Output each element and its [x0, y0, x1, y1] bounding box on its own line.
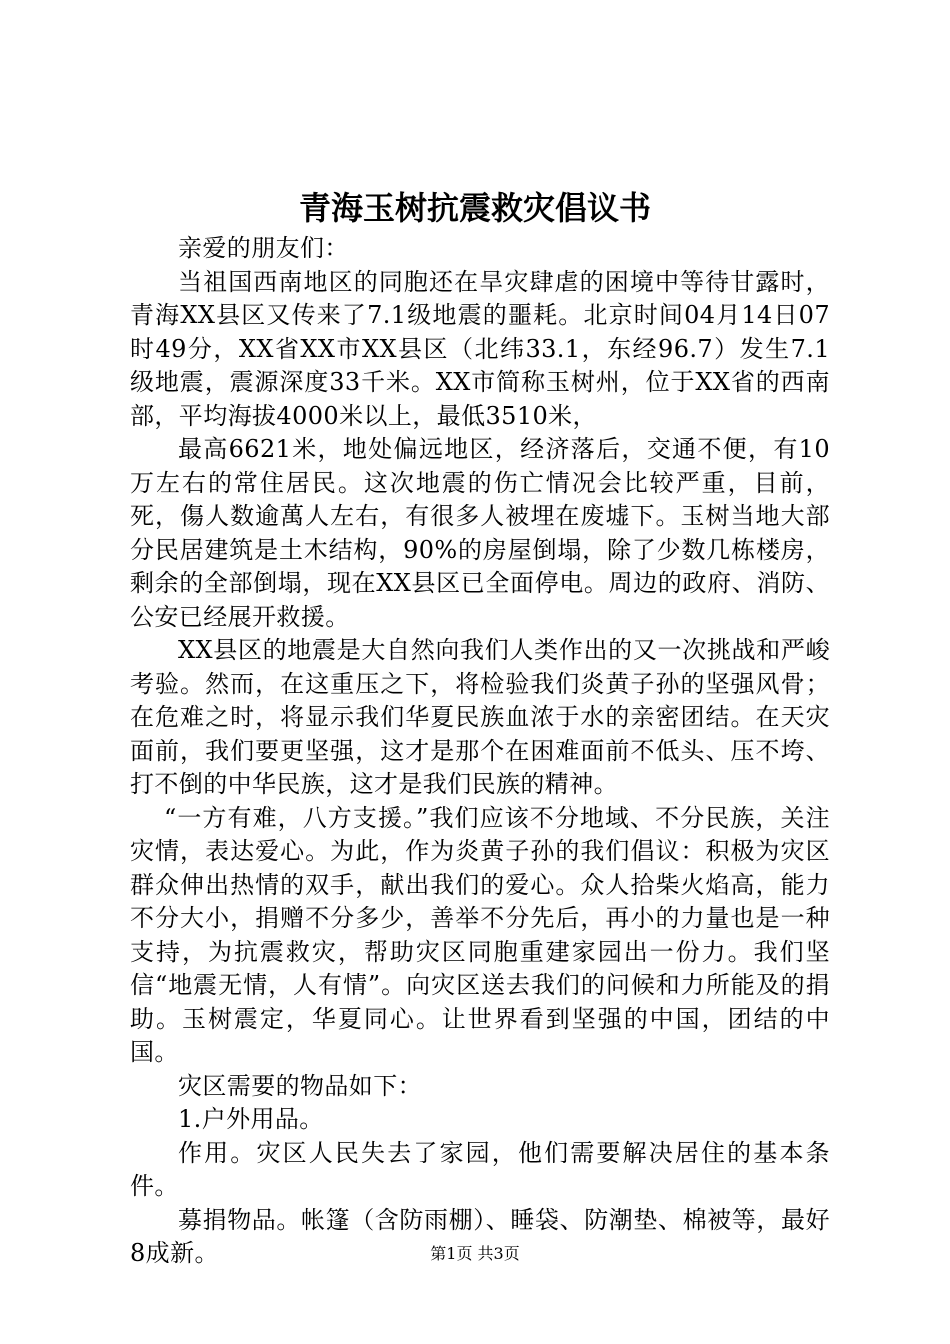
paragraph-needed-items: 灾区需要的物品如下：	[178, 1071, 422, 1100]
paragraph-purpose: 作用。灾区人民失去了家园，他们需要解决居住的基本条件。	[130, 1138, 830, 1200]
list-item-outdoor-supplies: 1.户外用品。	[178, 1105, 324, 1133]
salutation: 亲爱的朋友们：	[178, 234, 349, 262]
document-title: 青海玉树抗震救灾倡议书	[298, 189, 651, 227]
paragraph-earthquake-news: 当祖国西南地区的同胞还在旱灾肆虐的困境中等待甘露时，青海XX县区又传来了7.1级地震的噩耗。北京时间04月14日07时49分，XX省XX市XX县区（北纬33.1，东经96.7）发生7.1级地震，震源深度33千米。XX市简称玉树州，位于XX省的西南部，平均海拔4000米以上，最低3510米，	[130, 267, 830, 430]
paragraph-appeal: “一方有难，八方支援。”我们应该不分地域、不分民族，关注灾情，表达爱心。为此，作为炎黄子孙的我们倡议：积极为灾区群众伸出热情的双手，献出我们的爱心。众人拾柴火焰高，能力不分大小，捐赠不分多少，善举不分先后，再小的力量也是一种支持，为抗震救灾，帮助灾区同胞重建家园出一份力。我们坚信“地震无情，人有情”。向灾区送去我们的问候和力所能及的捐助。玉树震定，华夏同心。让世界看到坚强的中国，团结的中国。	[130, 803, 830, 1066]
paragraph-donation-items: 募捐物品。帐篷（含防雨棚）、睡袋、防潮垫、棉被等，最好8成新。	[130, 1205, 830, 1267]
document-body	[130, 232, 830, 1271]
paragraph-casualties: 最高6621米，地处偏远地区，经济落后，交通不便，有10万左右的常住居民。这次地震的伤亡情况会比较严重，目前，死，傷人数逾萬人左右，有很多人被埋在废墟下。玉树当地大部分民居建筑是土木结构，90%的房屋倒塌，除了少数几栋楼房，剩余的全部倒塌，现在XX县区已全面停电。周边的政府、消防、公安已经展开救援。	[130, 435, 830, 631]
paragraph-national-spirit: XX县区的地震是大自然向我们人类作出的又一次挑战和严峻考验。然而，在这重压之下，将检验我们炎黄子孙的坚强风骨；在危难之时，将显示我们华夏民族血浓于水的亲密团结。在天灾面前，我们要更坚强，这才是那个在困难面前不低头、压不垮、打不倒的中华民族，这才是我们民族的精神。	[130, 636, 830, 798]
page-number-footer: 第1页 共3页	[430, 1244, 520, 1263]
